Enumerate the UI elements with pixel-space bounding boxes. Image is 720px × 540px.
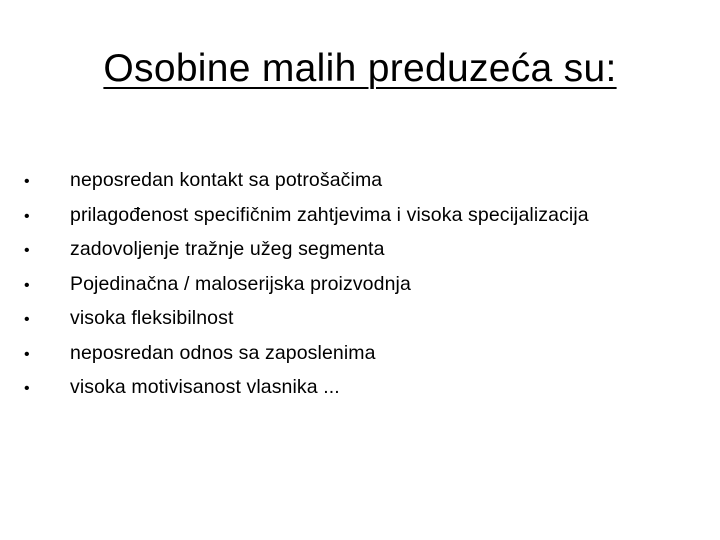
bullet-item [24,301,704,336]
bullet-icon: • [24,276,30,294]
bullet-item [24,232,704,267]
bullet-text: zadovoljenje tražnje užeg segmenta [70,238,385,260]
bullet-text: Pojedinačna / maloserijska proizvodnja [70,272,411,295]
bullet-text: prilagođenost specifičnim zahtjevima i visoka specijalizacija [70,203,589,226]
bullet-text: neposredan kontakt sa potrošačima [70,169,383,191]
bullet-icon: • [24,311,30,328]
bullet-icon: • [24,345,30,363]
bullet-icon: • [24,207,30,225]
bullet-text: neposredan odnos sa zaposlenima [70,341,376,364]
bullet-text: visoka motivisanost vlasnika ... [70,376,340,398]
bullet-item [24,198,704,233]
bullet-icon: • [24,380,30,397]
bullet-text: visoka fleksibilnost [70,307,234,329]
bullet-icon: • [24,173,30,190]
bullet-list [24,163,704,405]
bullet-item [24,163,704,198]
bullet-item [24,267,704,302]
bullet-item [24,336,704,371]
bullet-icon: • [24,242,30,259]
bullet-item [24,370,704,405]
slide-title: Osobine malih preduzeća su: [103,47,617,90]
